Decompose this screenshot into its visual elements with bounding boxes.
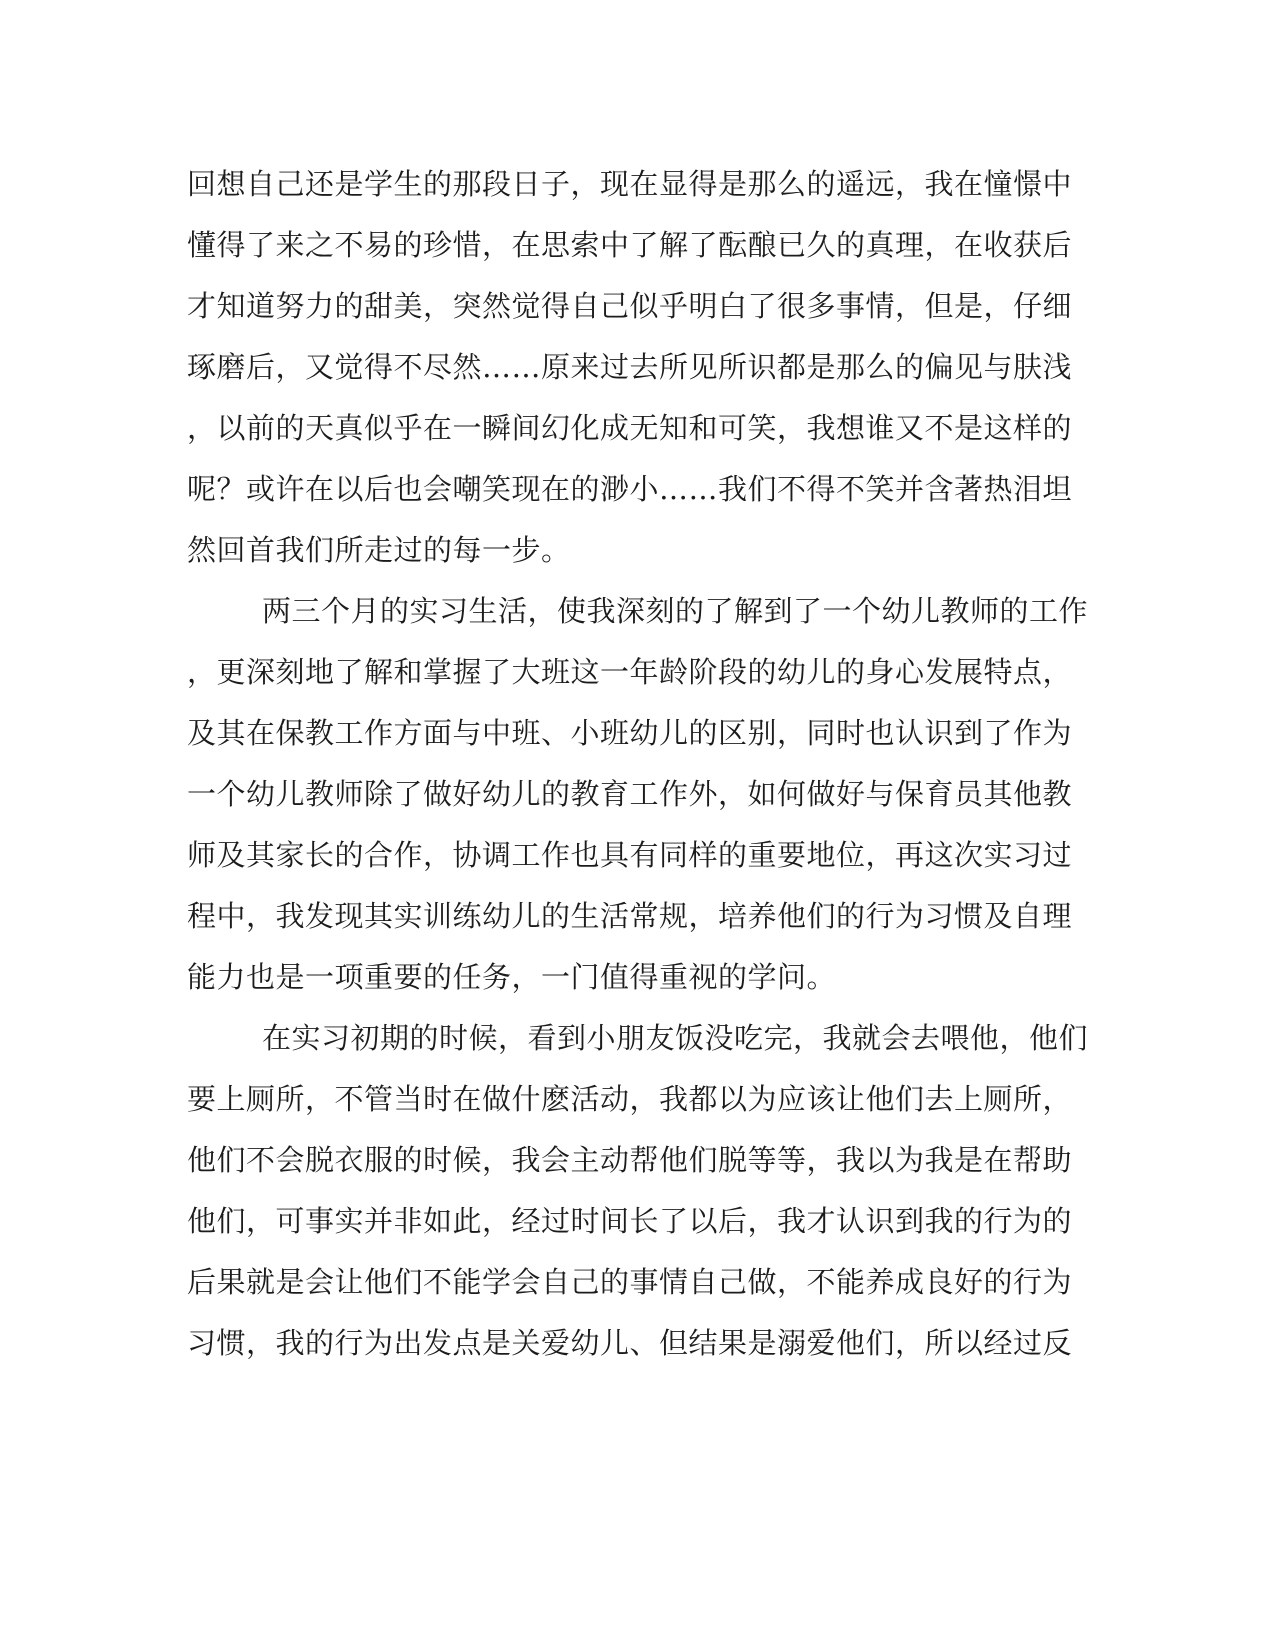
text-line: 习惯，我的行为出发点是关爱幼儿、但结果是溺爱他们，所以经过反 [187,1326,1073,1360]
text-line: 他们，可事实并非如此，经过时间长了以后，我才认识到我的行为的 [187,1204,1073,1238]
text-line: 后果就是会让他们不能学会自己的事情自己做，不能养成良好的行为 [187,1265,1073,1299]
text-line: 回想自己还是学生的那段日子，现在显得是那么的遥远，我在憧憬中 [187,167,1073,201]
paragraph-2 [187,591,1089,1018]
paragraph-1 [187,164,1073,591]
text-line: 要上厕所，不管当时在做什麽活动，我都以为应该让他们去上厕所， [187,1082,1073,1116]
text-line: 才知道努力的甜美，突然觉得自己似乎明白了很多事情，但是，仔细 [187,289,1073,323]
text-line: 琢磨后，又觉得不尽然……原来过去所见所识都是那么的偏见与肤浅 [187,350,1073,384]
text-line: 能力也是一项重要的任务，一门值得重视的学问。 [187,960,837,994]
text-line: 呢？或许在以后也会嘲笑现在的渺小……我们不得不笑并含著热泪坦 [187,472,1073,506]
text-line: 两三个月的实习生活，使我深刻的了解到了一个幼儿教师的工作 [262,594,1089,628]
text-line: ，以前的天真似乎在一瞬间幻化成无知和可笑，我想谁又不是这样的 [187,411,1073,445]
text-line: 他们不会脱衣服的时候，我会主动帮他们脱等等，我以为我是在帮助 [187,1143,1073,1177]
text-line: 及其在保教工作方面与中班、小班幼儿的区别，同时也认识到了作为 [187,716,1073,750]
text-line: 在实习初期的时候，看到小朋友饭没吃完，我就会去喂他，他们 [262,1021,1089,1055]
text-line: 然回首我们所走过的每一步。 [187,533,571,567]
text-line: 程中，我发现其实训练幼儿的生活常规，培养他们的行为习惯及自理 [187,899,1073,933]
text-line: 一个幼儿教师除了做好幼儿的教育工作外，如何做好与保育员其他教 [187,777,1073,811]
document-body [187,164,1089,1384]
paragraph-3 [187,1018,1089,1384]
text-line: 师及其家长的合作，协调工作也具有同样的重要地位，再这次实习过 [187,838,1073,872]
text-line: 懂得了来之不易的珍惜，在思索中了解了酝酿已久的真理，在收获后 [187,228,1073,262]
text-line: ，更深刻地了解和掌握了大班这一年龄阶段的幼儿的身心发展特点， [187,655,1073,689]
